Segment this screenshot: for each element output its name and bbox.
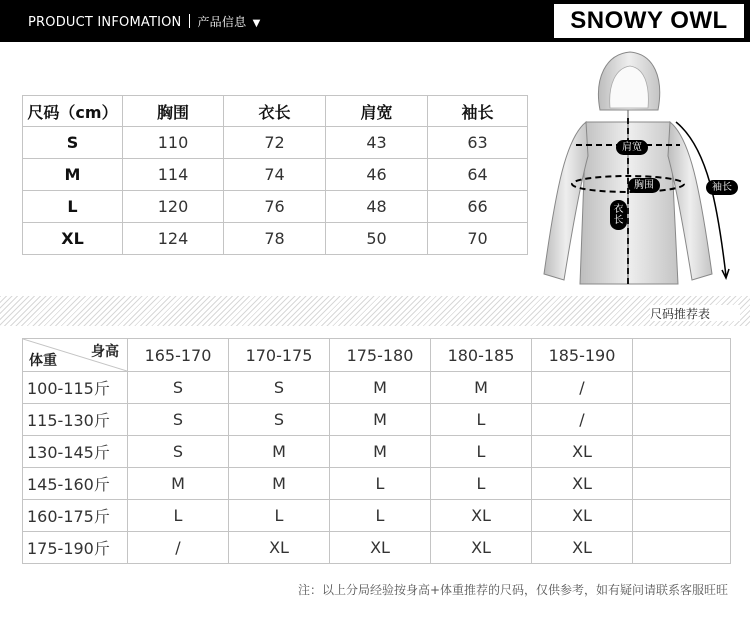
size-label: M: [23, 159, 123, 191]
size-value: 43: [326, 127, 428, 159]
recommend-row: [23, 500, 731, 532]
height-range: 170-175: [229, 339, 330, 372]
recommend-size: [633, 500, 731, 532]
size-table-header: 胸围: [123, 96, 224, 127]
size-value: 120: [123, 191, 224, 223]
size-value: 48: [326, 191, 428, 223]
recommend-size: [633, 532, 731, 564]
length-label: 衣长: [610, 200, 627, 230]
size-value: 63: [428, 127, 528, 159]
recommend-size: XL: [431, 500, 532, 532]
sleeve-label: 袖长: [706, 180, 738, 195]
jacket-illustration: [530, 48, 748, 298]
size-value: 64: [428, 159, 528, 191]
height-range: 165-170: [128, 339, 229, 372]
chevron-down-icon: ▼: [252, 18, 261, 29]
weight-range: 130-145斤: [23, 436, 128, 468]
size-label: L: [23, 191, 123, 223]
size-table-header: 衣长: [224, 96, 326, 127]
header-title: [28, 13, 261, 30]
recommend-row: [23, 372, 731, 404]
size-label: XL: [23, 223, 123, 255]
recommend-row: [23, 404, 731, 436]
height-range: 180-185: [431, 339, 532, 372]
recommend-caption: 尺码推荐表: [650, 305, 740, 321]
size-value: 76: [224, 191, 326, 223]
recommend-size: XL: [532, 532, 633, 564]
recommend-size: XL: [532, 436, 633, 468]
size-table-row: [23, 127, 528, 159]
size-value: 110: [123, 127, 224, 159]
footnote: 注：以上分局经验按身高+体重推荐的尺码，仅供参考，如有疑问请联系客服旺旺: [297, 583, 728, 597]
recommend-size: XL: [330, 532, 431, 564]
height-axis-label: 身高: [91, 344, 119, 360]
header-title-en: PRODUCT INFOMATION: [28, 15, 182, 30]
chest-label: 胸围: [628, 178, 660, 193]
size-table-row: [23, 191, 528, 223]
size-value: 74: [224, 159, 326, 191]
recommend-size: L: [431, 468, 532, 500]
jacket-diagram: [530, 48, 748, 298]
recommend-size: XL: [431, 532, 532, 564]
size-table-header: 袖长: [428, 96, 528, 127]
recommend-size: L: [431, 404, 532, 436]
weight-range: 160-175斤: [23, 500, 128, 532]
size-table-header-row: [23, 96, 528, 127]
recommend-row: [23, 468, 731, 500]
recommend-header-row: [23, 339, 731, 372]
shoulder-label: 肩宽: [616, 140, 648, 155]
header-bar: [0, 0, 750, 42]
recommend-size: S: [128, 404, 229, 436]
size-value: 114: [123, 159, 224, 191]
brand-logo: SNOWY OWL: [554, 4, 744, 38]
size-table-row: [23, 159, 528, 191]
recommend-size: [633, 468, 731, 500]
size-value: 72: [224, 127, 326, 159]
size-label: S: [23, 127, 123, 159]
size-table-row: [23, 223, 528, 255]
recommend-size: /: [532, 404, 633, 436]
weight-axis-label: 体重: [29, 353, 57, 369]
weight-range: 100-115斤: [23, 372, 128, 404]
recommend-size: L: [229, 500, 330, 532]
recommend-size: M: [330, 436, 431, 468]
recommend-size: XL: [229, 532, 330, 564]
recommend-size: M: [128, 468, 229, 500]
size-table: [22, 95, 528, 255]
recommend-size: L: [330, 468, 431, 500]
size-table-header: 尺码（cm）: [23, 96, 123, 127]
size-value: 124: [123, 223, 224, 255]
recommend-size: /: [128, 532, 229, 564]
recommend-size: M: [330, 372, 431, 404]
recommend-size: S: [229, 372, 330, 404]
weight-range: 175-190斤: [23, 532, 128, 564]
size-value: 50: [326, 223, 428, 255]
size-value: 46: [326, 159, 428, 191]
recommend-size: M: [330, 404, 431, 436]
recommend-size: XL: [532, 500, 633, 532]
recommend-size: L: [431, 436, 532, 468]
size-table-header: 肩宽: [326, 96, 428, 127]
recommend-size: /: [532, 372, 633, 404]
recommend-size: M: [431, 372, 532, 404]
recommend-size: S: [229, 404, 330, 436]
weight-range: 145-160斤: [23, 468, 128, 500]
recommend-table: [22, 338, 731, 564]
recommend-size: M: [229, 468, 330, 500]
size-value: 66: [428, 191, 528, 223]
recommend-size: S: [128, 436, 229, 468]
recommend-size: L: [330, 500, 431, 532]
recommend-row: [23, 436, 731, 468]
size-value: 78: [224, 223, 326, 255]
corner-cell: [23, 339, 128, 372]
size-value: 70: [428, 223, 528, 255]
height-range: 175-180: [330, 339, 431, 372]
recommend-row: [23, 532, 731, 564]
recommend-size: [633, 372, 731, 404]
header-separator: [189, 14, 190, 28]
weight-range: 115-130斤: [23, 404, 128, 436]
recommend-size: [633, 404, 731, 436]
height-range: [633, 339, 731, 372]
recommend-size: XL: [532, 468, 633, 500]
recommend-size: M: [229, 436, 330, 468]
height-range: 185-190: [532, 339, 633, 372]
recommend-size: [633, 436, 731, 468]
stripe-divider: [0, 296, 750, 326]
recommend-size: S: [128, 372, 229, 404]
recommend-size: L: [128, 500, 229, 532]
header-title-cn: 产品信息: [197, 15, 247, 29]
